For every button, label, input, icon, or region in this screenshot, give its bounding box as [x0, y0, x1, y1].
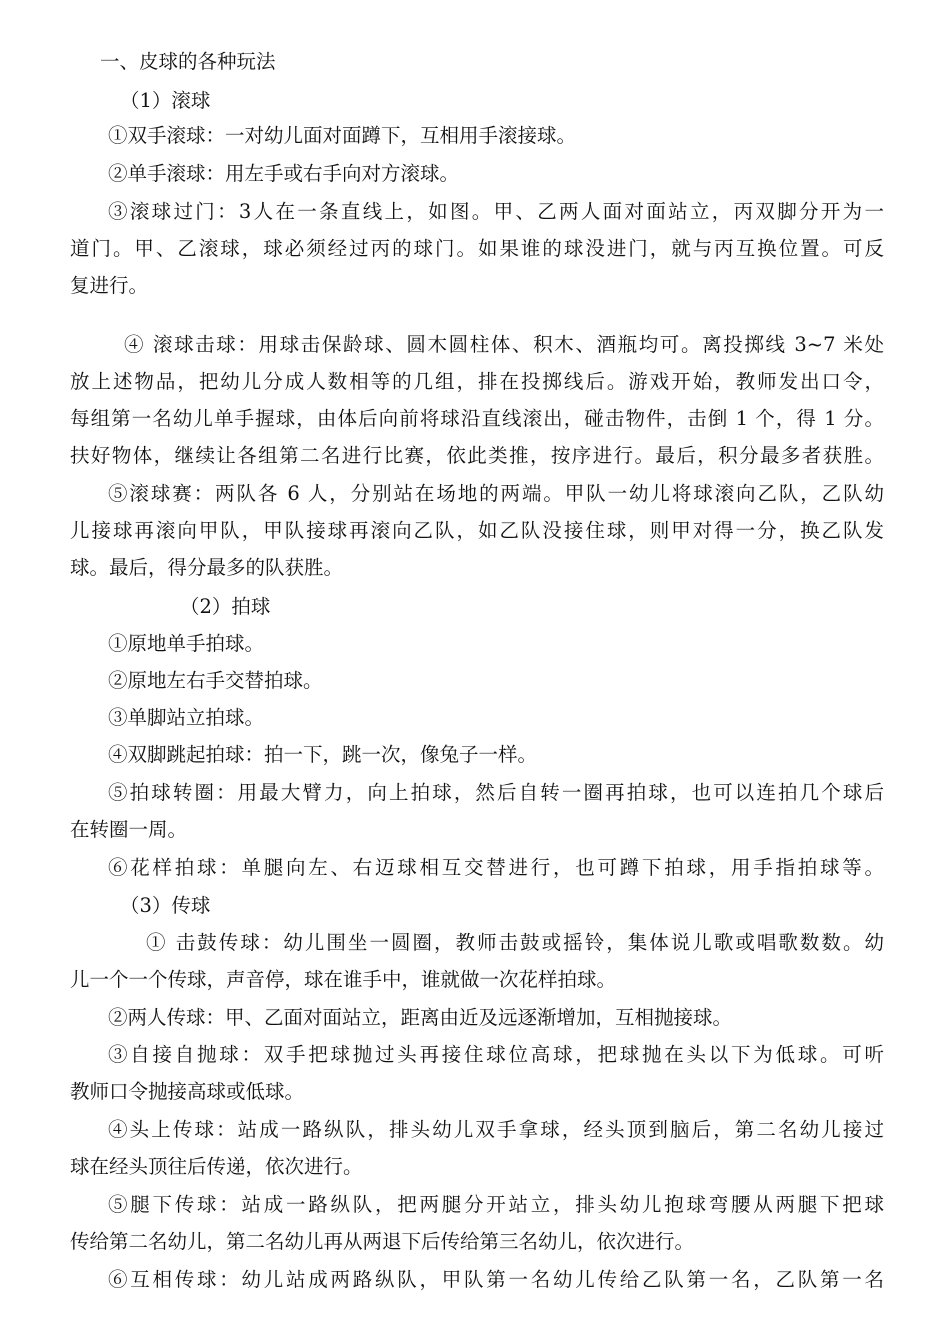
paragraph-line: ②原地左右手交替拍球。	[108, 669, 323, 692]
paragraph-line: ①原地单手拍球。	[108, 632, 265, 655]
paragraph-line: ③自接自抛球：双手把球抛过头再接住球位高球，把球抛在头以下为低球。可听	[108, 1043, 884, 1066]
paragraph-line: ① 击鼓传球：幼儿围坐一圆圈，教师击鼓或摇铃，集体说儿歌或唱歌数数。幼	[146, 931, 884, 954]
paragraph-line: 传给第二名幼儿，第二名幼儿再从两退下后传给第三名幼儿，依次进行。	[70, 1230, 695, 1253]
paragraph-line: ⑤腿下传球：站成一路纵队，把两腿分开站立，排头幼儿抱球弯腰从两腿下把球	[108, 1193, 884, 1216]
paragraph-line: 道门。甲、乙滚球，球必须经过丙的球门。如果谁的球没进门，就与丙互换位置。可反	[70, 237, 884, 260]
paragraph-line: 复进行。	[70, 274, 149, 297]
page-heading: 一、皮球的各种玩法	[100, 50, 276, 73]
section-title: （1）滚球	[120, 89, 211, 112]
paragraph-line: ⑤拍球转圈：用最大臂力，向上拍球，然后自转一圈再拍球，也可以连拍几个球后	[108, 781, 884, 804]
paragraph-line: ⑤滚球赛：两队各 6 人，分别站在场地的两端。甲队一幼儿将球滚向乙队，乙队幼	[108, 482, 884, 505]
section-title: （3）传球	[120, 894, 211, 917]
paragraph-line: ④双脚跳起拍球：拍一下，跳一次，像兔子一样。	[108, 743, 538, 766]
paragraph-line: ④头上传球：站成一路纵队，排头幼儿双手拿球，经头顶到脑后，第二名幼儿接过	[108, 1118, 884, 1141]
paragraph-line: 球。最后，得分最多的队获胜。	[70, 556, 344, 579]
paragraph-line: 扶好物体，继续让各组第二名进行比赛，依此类推，按序进行。最后，积分最多者获胜。	[70, 444, 884, 467]
paragraph-line: ④ 滚球击球：用球击保龄球、圆木圆柱体、积木、酒瓶均可。离投掷线 3~7 米处	[124, 333, 884, 356]
paragraph-line: 球在经头顶往后传递，依次进行。	[70, 1155, 363, 1178]
paragraph-line: ①双手滚球：一对幼儿面对面蹲下，互相用手滚接球。	[108, 124, 577, 147]
section-title: （2）拍球	[180, 595, 271, 618]
paragraph-line: 儿接球再滚向甲队，甲队接球再滚向乙队，如乙队没接住球，则甲对得一分，换乙队发	[70, 519, 884, 542]
paragraph-line: ③单脚站立拍球。	[108, 706, 265, 729]
paragraph-line: ②两人传球：甲、乙面对面站立，距离由近及远逐渐增加，互相抛接球。	[108, 1006, 733, 1029]
paragraph-line: ⑥花样拍球：单腿向左、右迈球相互交替进行，也可蹲下拍球，用手指拍球等。	[108, 856, 884, 879]
paragraph-line: 在转圈一周。	[70, 818, 188, 841]
paragraph-line: 放上述物品，把幼儿分成人数相等的几组，排在投掷线后。游戏开始，教师发出口令，	[70, 370, 884, 393]
paragraph-line: ②单手滚球：用左手或右手向对方滚球。	[108, 162, 460, 185]
paragraph-line: ⑥互相传球：幼儿站成两路纵队，甲队第一名幼儿传给乙队第一名，乙队第一名	[108, 1268, 884, 1291]
paragraph-line: 儿一个一个传球，声音停，球在谁手中，谁就做一次花样拍球。	[70, 968, 617, 991]
paragraph-line: 每组第一名幼儿单手握球，由体后向前将球沿直线滚出，碰击物件，击倒 1 个，得 1 分。	[70, 407, 884, 430]
paragraph-line: 教师口令抛接高球或低球。	[70, 1080, 305, 1103]
paragraph-line: ③滚球过门：3人在一条直线上，如图。甲、乙两人面对面站立，丙双脚分开为一	[108, 200, 884, 223]
